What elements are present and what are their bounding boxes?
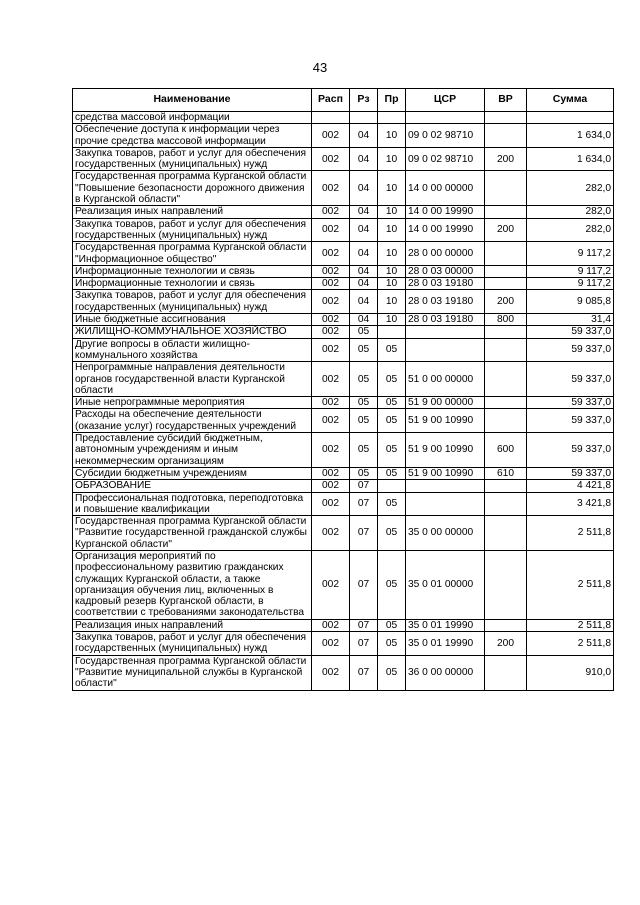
table-row: [73, 338, 614, 362]
cell-rz: 05: [350, 409, 378, 433]
cell-name: Реализация иных направлений: [73, 619, 312, 631]
cell-sum: 2 511,8: [527, 516, 614, 551]
cell-vr: [485, 492, 527, 516]
cell-csr: [406, 492, 485, 516]
cell-vr: [485, 112, 527, 124]
cell-vr: [485, 619, 527, 631]
cell-rasp: 002: [312, 124, 350, 148]
cell-pr: 05: [378, 516, 406, 551]
cell-name: Расходы на обеспечение деятельности (оказание услуг) государственных учреждений: [73, 409, 312, 433]
cell-vr: [485, 516, 527, 551]
cell-pr: [378, 480, 406, 492]
cell-pr: [378, 326, 406, 338]
cell-rz: 04: [350, 206, 378, 218]
cell-csr: 09 0 02 98710: [406, 124, 485, 148]
cell-pr: 10: [378, 278, 406, 290]
cell-vr: [485, 362, 527, 397]
cell-pr: 10: [378, 265, 406, 277]
cell-rz: 04: [350, 278, 378, 290]
cell-vr: [485, 397, 527, 409]
table-row: [73, 147, 614, 171]
cell-csr: 51 9 00 10990: [406, 467, 485, 479]
cell-vr: [485, 338, 527, 362]
cell-vr: 200: [485, 632, 527, 656]
cell-csr: 35 0 00 00000: [406, 516, 485, 551]
cell-rasp: 002: [312, 290, 350, 314]
cell-csr: [406, 480, 485, 492]
table-row: [73, 480, 614, 492]
cell-vr: 200: [485, 290, 527, 314]
cell-name: ЖИЛИЩНО-КОММУНАЛЬНОЕ ХОЗЯЙСТВО: [73, 326, 312, 338]
cell-rasp: 002: [312, 242, 350, 266]
cell-rz: 05: [350, 326, 378, 338]
table-row: [73, 242, 614, 266]
cell-name: Иные бюджетные ассигнования: [73, 314, 312, 326]
cell-pr: 10: [378, 290, 406, 314]
cell-pr: 05: [378, 409, 406, 433]
cell-vr: [485, 124, 527, 148]
cell-pr: 05: [378, 467, 406, 479]
cell-pr: 10: [378, 147, 406, 171]
table-row: [73, 433, 614, 468]
page-number: 43: [312, 60, 328, 75]
cell-csr: 28 0 03 19180: [406, 290, 485, 314]
cell-sum: 910,0: [527, 655, 614, 690]
table-row: [73, 171, 614, 206]
cell-name: Организация мероприятий по профессиональному развитию гражданских служащих Курганской области, а также организация обучения лиц, включенных в кадровый резерв Курганской области, в соответствии с требованиями законодательства: [73, 550, 312, 619]
cell-pr: 05: [378, 362, 406, 397]
cell-sum: 9 085,8: [527, 290, 614, 314]
cell-rasp: 002: [312, 171, 350, 206]
cell-sum: 1 634,0: [527, 124, 614, 148]
table-row: [73, 218, 614, 242]
header-name: Наименование: [73, 89, 312, 112]
cell-name: Иные непрограммные мероприятия: [73, 397, 312, 409]
table-row: [73, 278, 614, 290]
cell-rasp: 002: [312, 314, 350, 326]
cell-vr: [485, 278, 527, 290]
cell-sum: 59 337,0: [527, 338, 614, 362]
cell-name: Закупка товаров, работ и услуг для обеспечения государственных (муниципальных) нужд: [73, 290, 312, 314]
cell-vr: [485, 655, 527, 690]
cell-vr: [485, 480, 527, 492]
cell-csr: [406, 112, 485, 124]
cell-sum: 9 117,2: [527, 278, 614, 290]
cell-rasp: 002: [312, 550, 350, 619]
cell-sum: 59 337,0: [527, 397, 614, 409]
header-sum: Сумма: [527, 89, 614, 112]
cell-rasp: 002: [312, 632, 350, 656]
cell-vr: [485, 550, 527, 619]
table-row: [73, 265, 614, 277]
cell-sum: 2 511,8: [527, 550, 614, 619]
cell-rasp: 002: [312, 147, 350, 171]
cell-csr: 35 0 01 19990: [406, 619, 485, 631]
table-row: [73, 632, 614, 656]
cell-rasp: 002: [312, 265, 350, 277]
cell-rz: 07: [350, 655, 378, 690]
cell-rasp: 002: [312, 362, 350, 397]
cell-name: Другие вопросы в области жилищно-коммунального хозяйства: [73, 338, 312, 362]
table-row: [73, 516, 614, 551]
cell-rz: 04: [350, 171, 378, 206]
cell-pr: 10: [378, 124, 406, 148]
cell-vr: 800: [485, 314, 527, 326]
cell-rasp: 002: [312, 467, 350, 479]
table-row: [73, 619, 614, 631]
cell-sum: 59 337,0: [527, 362, 614, 397]
cell-name: Профессиональная подготовка, переподготовка и повышение квалификации: [73, 492, 312, 516]
cell-rasp: 002: [312, 278, 350, 290]
cell-csr: 35 0 01 19990: [406, 632, 485, 656]
table-row: [73, 655, 614, 690]
cell-sum: 2 511,8: [527, 632, 614, 656]
table-row: [73, 409, 614, 433]
cell-rz: 04: [350, 147, 378, 171]
cell-rz: 07: [350, 480, 378, 492]
cell-rasp: 002: [312, 480, 350, 492]
cell-name: Предоставление субсидий бюджетным, автономным учреждениям и иным некоммерческим организациям: [73, 433, 312, 468]
cell-pr: 05: [378, 492, 406, 516]
cell-rz: 07: [350, 619, 378, 631]
table-row: [73, 326, 614, 338]
cell-pr: 05: [378, 433, 406, 468]
cell-pr: 10: [378, 218, 406, 242]
table-row: [73, 362, 614, 397]
cell-pr: 10: [378, 171, 406, 206]
cell-sum: 31,4: [527, 314, 614, 326]
cell-sum: 282,0: [527, 218, 614, 242]
cell-sum: [527, 112, 614, 124]
cell-csr: 28 0 03 19180: [406, 278, 485, 290]
cell-pr: 05: [378, 619, 406, 631]
cell-pr: 05: [378, 397, 406, 409]
cell-csr: 14 0 00 00000: [406, 171, 485, 206]
cell-vr: 200: [485, 147, 527, 171]
table-row: [73, 314, 614, 326]
cell-vr: [485, 242, 527, 266]
cell-rz: 05: [350, 433, 378, 468]
cell-pr: 05: [378, 550, 406, 619]
cell-name: Непрограммные направления деятельности органов государственной власти Курганской области: [73, 362, 312, 397]
cell-rz: 07: [350, 550, 378, 619]
header-pr: Пр: [378, 89, 406, 112]
cell-sum: 9 117,2: [527, 242, 614, 266]
cell-rasp: 002: [312, 206, 350, 218]
cell-name: Государственная программа Курганской области "Информационное общество": [73, 242, 312, 266]
cell-csr: 09 0 02 98710: [406, 147, 485, 171]
cell-rz: 04: [350, 290, 378, 314]
cell-rasp: 002: [312, 326, 350, 338]
cell-name: Государственная программа Курганской области "Развитие муниципальной службы в Курганской области": [73, 655, 312, 690]
cell-rz: 07: [350, 492, 378, 516]
cell-pr: 05: [378, 655, 406, 690]
cell-name: Государственная программа Курганской области "Развитие государственной гражданской службы Курганской области": [73, 516, 312, 551]
cell-pr: 05: [378, 338, 406, 362]
cell-csr: 28 0 03 00000: [406, 265, 485, 277]
table-row: [73, 290, 614, 314]
cell-vr: [485, 171, 527, 206]
cell-rz: 05: [350, 467, 378, 479]
cell-sum: 59 337,0: [527, 433, 614, 468]
cell-name: ОБРАЗОВАНИЕ: [73, 480, 312, 492]
cell-rasp: 002: [312, 619, 350, 631]
cell-name: Закупка товаров, работ и услуг для обеспечения государственных (муниципальных) нужд: [73, 218, 312, 242]
cell-csr: 51 9 00 10990: [406, 433, 485, 468]
cell-csr: 51 9 00 10990: [406, 409, 485, 433]
cell-rasp: 002: [312, 338, 350, 362]
cell-vr: 600: [485, 433, 527, 468]
cell-vr: 610: [485, 467, 527, 479]
table-row: [73, 492, 614, 516]
cell-rasp: 002: [312, 409, 350, 433]
table-row: [73, 124, 614, 148]
cell-rasp: 002: [312, 655, 350, 690]
cell-sum: 4 421,8: [527, 480, 614, 492]
cell-rz: 05: [350, 362, 378, 397]
cell-rasp: 002: [312, 218, 350, 242]
cell-pr: 10: [378, 242, 406, 266]
cell-sum: 59 337,0: [527, 326, 614, 338]
cell-rz: 05: [350, 397, 378, 409]
cell-sum: 3 421,8: [527, 492, 614, 516]
cell-rz: 04: [350, 218, 378, 242]
cell-name: Реализация иных направлений: [73, 206, 312, 218]
cell-rz: 04: [350, 314, 378, 326]
cell-sum: 9 117,2: [527, 265, 614, 277]
cell-name: Субсидии бюджетным учреждениям: [73, 467, 312, 479]
cell-pr: 05: [378, 632, 406, 656]
header-rz: Рз: [350, 89, 378, 112]
cell-sum: 1 634,0: [527, 147, 614, 171]
cell-name: Закупка товаров, работ и услуг для обеспечения государственных (муниципальных) нужд: [73, 632, 312, 656]
cell-rz: 04: [350, 242, 378, 266]
header-rasp: Расп: [312, 89, 350, 112]
cell-name: Закупка товаров, работ и услуг для обеспечения государственных (муниципальных) нужд: [73, 147, 312, 171]
cell-name: средства массовой информации: [73, 112, 312, 124]
cell-rasp: 002: [312, 492, 350, 516]
cell-rz: 07: [350, 516, 378, 551]
cell-pr: 10: [378, 314, 406, 326]
cell-sum: 282,0: [527, 171, 614, 206]
cell-name: Государственная программа Курганской области "Повышение безопасности дорожного движения в Курганской области": [73, 171, 312, 206]
header-vr: ВР: [485, 89, 527, 112]
table-row: [73, 206, 614, 218]
cell-rz: 04: [350, 265, 378, 277]
cell-name: Информационные технологии и связь: [73, 278, 312, 290]
cell-csr: 51 0 00 00000: [406, 362, 485, 397]
cell-csr: 28 0 03 19180: [406, 314, 485, 326]
cell-csr: [406, 338, 485, 362]
cell-rasp: [312, 112, 350, 124]
table-row: [73, 112, 614, 124]
cell-rz: 04: [350, 124, 378, 148]
table-row: [73, 397, 614, 409]
cell-vr: [485, 409, 527, 433]
cell-vr: [485, 206, 527, 218]
budget-table: [72, 88, 614, 691]
cell-vr: 200: [485, 218, 527, 242]
cell-sum: 59 337,0: [527, 467, 614, 479]
cell-pr: [378, 112, 406, 124]
table-row: [73, 550, 614, 619]
table-row: [73, 467, 614, 479]
cell-csr: 51 9 00 00000: [406, 397, 485, 409]
cell-csr: 36 0 00 00000: [406, 655, 485, 690]
cell-rasp: 002: [312, 433, 350, 468]
cell-sum: 282,0: [527, 206, 614, 218]
header-csr: ЦСР: [406, 89, 485, 112]
cell-sum: 2 511,8: [527, 619, 614, 631]
cell-rasp: 002: [312, 397, 350, 409]
cell-name: Информационные технологии и связь: [73, 265, 312, 277]
cell-vr: [485, 265, 527, 277]
cell-pr: 10: [378, 206, 406, 218]
cell-rz: 05: [350, 338, 378, 362]
cell-rz: [350, 112, 378, 124]
cell-csr: 14 0 00 19990: [406, 218, 485, 242]
table-header-row: [73, 89, 614, 112]
cell-csr: [406, 326, 485, 338]
cell-sum: 59 337,0: [527, 409, 614, 433]
cell-csr: 35 0 01 00000: [406, 550, 485, 619]
cell-csr: 14 0 00 19990: [406, 206, 485, 218]
cell-rz: 07: [350, 632, 378, 656]
cell-rasp: 002: [312, 516, 350, 551]
cell-name: Обеспечение доступа к информации через прочие средства массовой информации: [73, 124, 312, 148]
cell-csr: 28 0 00 00000: [406, 242, 485, 266]
cell-vr: [485, 326, 527, 338]
